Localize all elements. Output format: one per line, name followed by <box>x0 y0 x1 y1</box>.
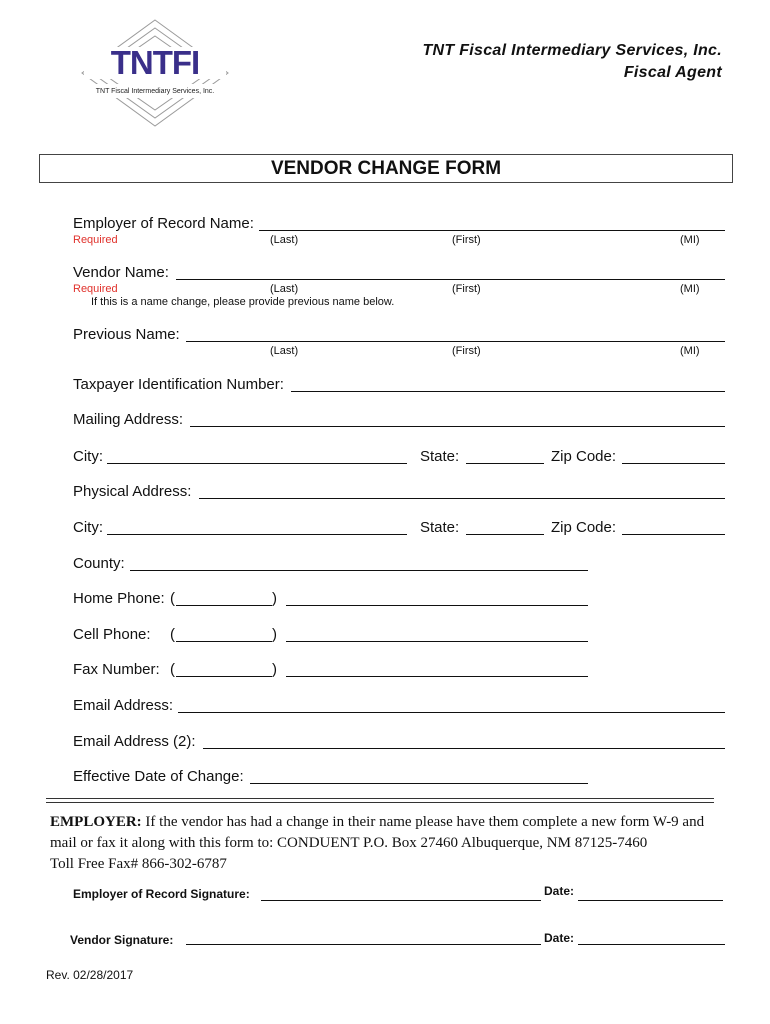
last-name-caption: (Last) <box>270 345 299 357</box>
area-code-open-paren: ( <box>170 626 175 643</box>
employer-note-text: If the vendor has had a change in their name please have them complete a new form W-9 and mail or fax it along with this form to: CONDUENT P.O. Box 27460 Albuquerque, NM 87125-7460 <box>50 814 705 851</box>
home-phone-number-field[interactable] <box>286 605 588 606</box>
logo-text: TNTFI <box>110 44 200 81</box>
email-field[interactable] <box>178 712 725 713</box>
city-label: City: <box>73 519 103 536</box>
vendor-date-field[interactable] <box>578 944 725 945</box>
vendor-signature-field[interactable] <box>186 944 541 945</box>
tin-field[interactable] <box>291 391 725 392</box>
state-label: State: <box>420 519 460 536</box>
effective-date-label: Effective Date of Change: <box>73 768 244 785</box>
fax-number-field[interactable] <box>286 676 588 677</box>
email-2-field[interactable] <box>203 748 725 749</box>
required-note: Required <box>73 234 118 246</box>
previous-name-field[interactable] <box>186 341 725 342</box>
city-label: City: <box>73 448 103 465</box>
mi-caption: (MI) <box>680 234 700 246</box>
email-2-label: Email Address (2): <box>73 733 196 750</box>
first-name-caption: (First) <box>452 283 481 295</box>
revision-date: Rev. 02/28/2017 <box>46 968 134 982</box>
area-code-close-paren: ) <box>272 626 277 643</box>
last-name-caption: (Last) <box>270 234 299 246</box>
section-divider <box>46 798 714 799</box>
first-name-caption: (First) <box>452 234 481 246</box>
employer-note-lead: EMPLOYER: <box>50 814 142 830</box>
company-logo <box>80 18 230 128</box>
employer-record-name-label: Employer of Record Name: <box>73 215 254 232</box>
logo-subtext: TNT Fiscal Intermediary Services, Inc. <box>95 88 215 95</box>
company-name: TNT Fiscal Intermediary Services, Inc. <box>422 42 722 59</box>
fax-number-label: Fax Number: <box>73 661 160 678</box>
employer-instructions <box>50 812 720 875</box>
fax-area-code-field[interactable] <box>176 676 272 677</box>
physical-state-field[interactable] <box>466 534 544 535</box>
employer-signature-label: Employer of Record Signature: <box>73 887 250 901</box>
vendor-date-label: Date: <box>544 931 575 945</box>
toll-free-fax: Toll Free Fax# 866-302-6787 <box>50 856 227 872</box>
state-label: State: <box>420 448 460 465</box>
physical-address-field[interactable] <box>199 498 725 499</box>
mailing-city-field[interactable] <box>107 463 407 464</box>
home-phone-label: Home Phone: <box>73 590 165 607</box>
cell-phone-label: Cell Phone: <box>73 626 151 643</box>
mailing-state-field[interactable] <box>466 463 544 464</box>
employer-signature-field[interactable] <box>261 900 541 901</box>
physical-city-field[interactable] <box>107 534 407 535</box>
mailing-address-field[interactable] <box>190 426 725 427</box>
area-code-close-paren: ) <box>272 590 277 607</box>
area-code-close-paren: ) <box>272 661 277 678</box>
vendor-signature-label: Vendor Signature: <box>70 933 174 947</box>
mailing-zip-field[interactable] <box>622 463 725 464</box>
county-field[interactable] <box>130 570 588 571</box>
mi-caption: (MI) <box>680 283 700 295</box>
required-note: Required <box>73 283 118 295</box>
mailing-address-label: Mailing Address: <box>73 411 184 428</box>
cell-phone-area-code-field[interactable] <box>176 641 272 642</box>
form-title: VENDOR CHANGE FORM <box>39 154 733 183</box>
email-label: Email Address: <box>73 697 174 714</box>
last-name-caption: (Last) <box>270 283 299 295</box>
home-phone-area-code-field[interactable] <box>176 605 272 606</box>
zip-label: Zip Code: <box>551 519 617 536</box>
company-role: Fiscal Agent <box>623 64 722 81</box>
employer-record-name-field[interactable] <box>259 230 725 231</box>
company-header <box>422 40 722 84</box>
county-label: County: <box>73 555 125 572</box>
mi-caption: (MI) <box>680 345 700 357</box>
zip-label: Zip Code: <box>551 448 617 465</box>
vendor-name-field[interactable] <box>176 279 725 280</box>
cell-phone-number-field[interactable] <box>286 641 588 642</box>
previous-name-label: Previous Name: <box>73 326 180 343</box>
name-change-note: If this is a name change, please provide previous name below. <box>91 296 395 308</box>
vendor-name-label: Vendor Name: <box>73 264 169 281</box>
physical-address-label: Physical Address: <box>73 483 192 500</box>
area-code-open-paren: ( <box>170 661 175 678</box>
effective-date-field[interactable] <box>250 783 588 784</box>
section-divider <box>46 802 714 803</box>
employer-date-label: Date: <box>544 884 575 898</box>
physical-zip-field[interactable] <box>622 534 725 535</box>
first-name-caption: (First) <box>452 345 481 357</box>
tin-label: Taxpayer Identification Number: <box>73 376 284 393</box>
employer-date-field[interactable] <box>578 900 723 901</box>
area-code-open-paren: ( <box>170 590 175 607</box>
